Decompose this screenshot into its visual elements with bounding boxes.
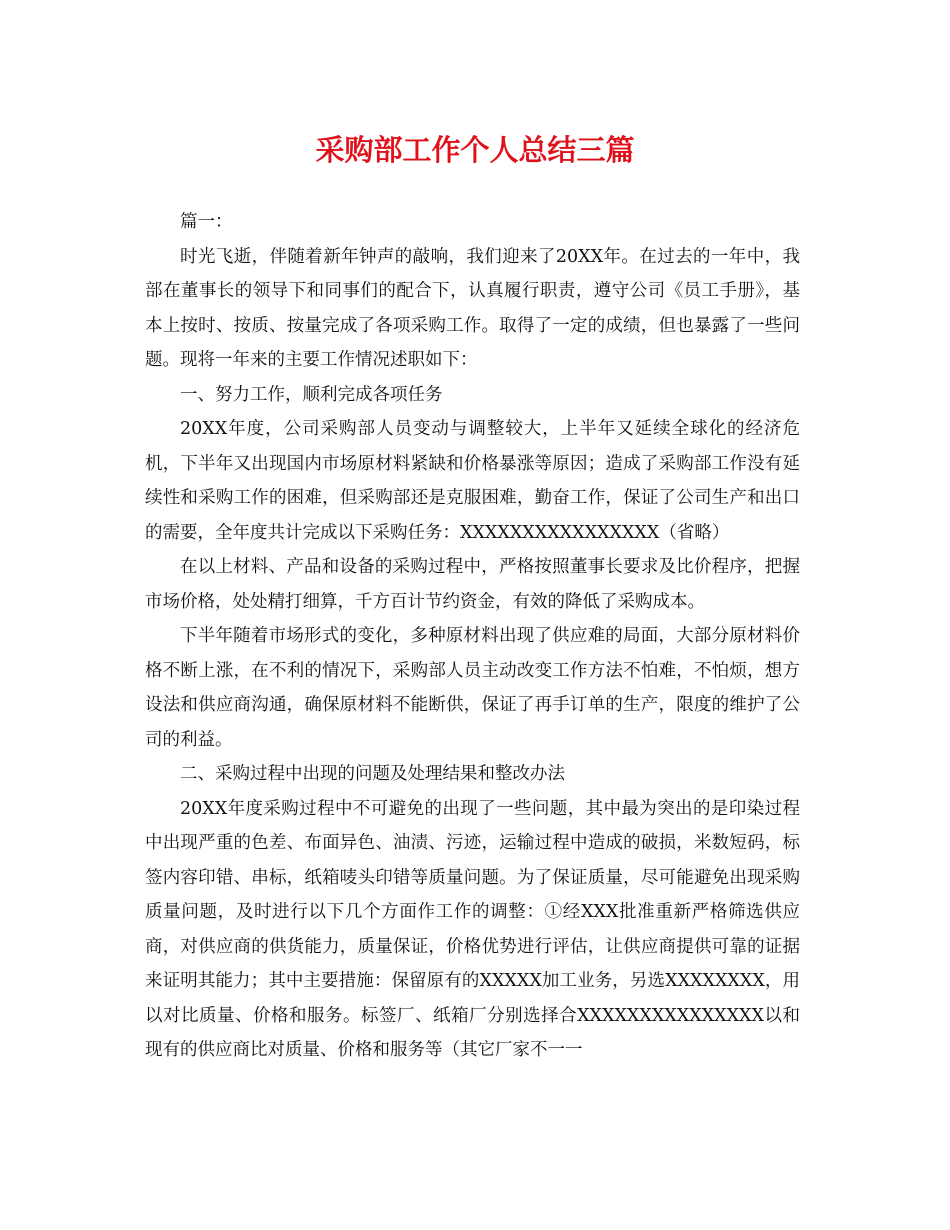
paragraph-annual-tasks: 20XX年度，公司采购部人员变动与调整较大，上半年又延续全球化的经济危机，下半年又出现国内市场原材料紧缺和价格暴涨等原因；造成了采购部工作没有延续性和采购工作的困难，但采购部还是克服困难，勤奋工作，保证了公司生产和出口的需要，全年度共计完成以下采购任务：XXXXXXXXXXXXXXXX（省略） [145,419,800,543]
heading-section-one: 一、努力工作，顺利完成各项任务 [180,384,443,405]
document-title: 采购部工作个人总结三篇 [315,133,635,167]
paragraph-intro: 时光飞逝，伴随着新年钟声的敲响，我们迎来了20XX年。在过去的一年中，我部在董事长的领导下和同事们的配合下，认真履行职责，遵守公司《员工手册》，基本上按时、按质、按量完成了各项采购工作。取得了一定的成绩，但也暴露了一些问题。现将一年来的主要工作情况述职如下： [145,246,800,370]
paragraph-quality-issues: 20XX年度采购过程中不可避免的出现了一些问题，其中最为突出的是印染过程中出现严重的色差、布面异色、油渍、污迹，运输过程中造成的破损，米数短码，标签内容印错、串标，纸箱唛头印错等质量问题。为了保证质量，尽可能避免出现采购质量问题，及时进行以下几个方面作工作的调整：①经XXX批准重新严格筛选供应商，对供应商的供货能力，质量保证，价格优势进行评估，让供应商提供可靠的证据来证明其能力；其中主要措施：保留原有的XXXXX加工业务，另选XXXXXXXX，用以对比质量、价格和服务。标签厂、纸箱厂分别选择合XXXXXXXXXXXXXXX以和现有的供应商比对质量、价格和服务等（其它厂家不一一 [145,798,800,1060]
heading-section-two: 二、采购过程中出现的问题及处理结果和整改办法 [180,764,565,784]
paragraph-section-label: 篇一： [180,212,233,232]
document-body [145,205,800,1068]
paragraph-market-changes: 下半年随着市场形式的变化，多种原材料出现了供应难的局面，大部分原材料价格不断上涨，在不利的情况下，采购部人员主动改变工作方法不怕难，不怕烦，想方设法和供应商沟通，确保原材料不能断供，保证了再手订单的生产，限度的维护了公司的利益。 [145,626,800,750]
paragraph-cost-control: 在以上材料、产品和设备的采购过程中，严格按照董事长要求及比价程序，把握市场价格，处处精打细算，千方百计节约资金，有效的降低了采购成本。 [145,557,800,612]
